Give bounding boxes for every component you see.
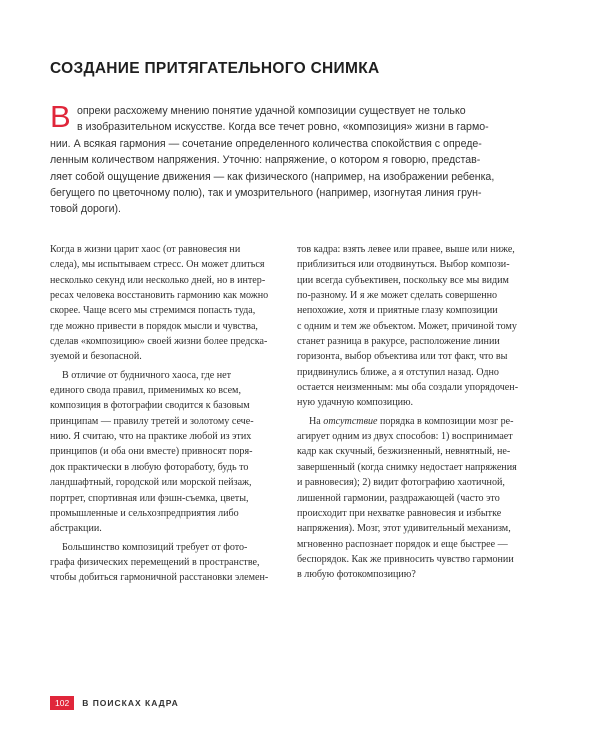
body-line: В отличие от будничного хаоса, где нет bbox=[62, 369, 232, 381]
body-line: Большинство композиций требует от фото- bbox=[62, 541, 248, 553]
body-line: остается неизменным: мы оба создали упорядочен- bbox=[297, 382, 519, 394]
body-line: док практически в любую фотоработу, будь то bbox=[50, 461, 249, 473]
body-line: беспорядок. Как же привносить чувство гармонии bbox=[297, 553, 514, 565]
body-line: нию. Я считаю, что на практике любой из этих bbox=[50, 431, 252, 443]
drop-cap: В bbox=[50, 99, 71, 134]
lead-line: нии. А всякая гармония — сочетание определенного количества спокойствия с опреде- bbox=[50, 137, 482, 150]
page-number: 102 bbox=[50, 696, 74, 710]
body-line: и равновесия); 2) видит фотографию хаотичной, bbox=[297, 477, 505, 489]
body-line: придвинулись ближе, а я отступил назад. Одно bbox=[297, 366, 499, 378]
body-line: приблизиться или отодвинуться. Выбор компози- bbox=[297, 259, 510, 271]
body-column-right bbox=[297, 242, 529, 583]
body-line: станет разница в ракурсе, расположение линии bbox=[297, 336, 500, 348]
body-line: скорее. Чаще всего мы стремимся попасть туда, bbox=[50, 305, 256, 317]
body-line: происходит при нехватке равновесия и избытке bbox=[297, 507, 502, 519]
body-line: портрет, спортивная или фэшн-съемка, цветы, bbox=[50, 492, 249, 504]
body-line: композиция в фотографии сводится к базовым bbox=[50, 400, 250, 412]
body-line: где можно привести в порядок мысли и чувства, bbox=[50, 320, 258, 332]
body-line: непохожие, хотя и приятные глазу композиции bbox=[297, 305, 498, 317]
body-line: На отсутствие порядка в композиции мозг ре- bbox=[309, 415, 514, 427]
lead-paragraph bbox=[50, 99, 560, 218]
body-line: промышленные и сельхозпредприятия либо bbox=[50, 507, 239, 519]
page-footer bbox=[50, 696, 179, 710]
body-line: по-разному. И я же может сделать совершенно bbox=[297, 290, 498, 302]
body-line: графа физических перемещений в пространстве, bbox=[50, 556, 260, 568]
body-line: несколько секунд или несколько дней, но в интер- bbox=[50, 274, 266, 286]
body-column-left bbox=[50, 242, 282, 586]
body-line: тов кадра: взять левее или правее, выше или ниже, bbox=[297, 244, 515, 255]
body-line: абстракции. bbox=[50, 523, 102, 535]
body-line: ную удачную композицию. bbox=[297, 397, 414, 409]
body-line: зуемой и безопасной. bbox=[50, 351, 142, 363]
body-line: агирует одним из двух способов: 1) воспринимает bbox=[297, 431, 513, 443]
body-line: мгновенно распознает порядок и еще быстрее — bbox=[297, 538, 508, 550]
body-line: ландшафтный, городской или морской пейзаж, bbox=[50, 477, 252, 489]
body-line: ции всегда субъективен, поскольку все мы видим bbox=[297, 274, 509, 286]
body-line: сделав «композицию» своей жизни более предска- bbox=[50, 336, 268, 348]
body-line: напряжения). Мозг, этот удивительный механизм, bbox=[297, 523, 511, 535]
lead-line: опреки расхожему мнению понятие удачной композиции существует не только bbox=[77, 105, 466, 117]
body-line: завершенный (когда снимку недостает напряжения bbox=[297, 461, 517, 473]
body-line: единого свода правил, применимых ко всем, bbox=[50, 385, 241, 397]
body-line: принципам — правилу третей и золотому сече- bbox=[50, 415, 254, 427]
body-line: Когда в жизни царит хаос (от равновесия ни bbox=[50, 244, 241, 255]
lead-line: ленным количеством напряжения. Уточню: напряжение, о котором я говорю, представ- bbox=[50, 154, 481, 167]
body-line: ресах человека восстановить гармонию как можно bbox=[50, 290, 269, 302]
lead-line: товой дороги). bbox=[50, 203, 121, 216]
running-title: В ПОИСКАХ КАДРА bbox=[82, 698, 179, 708]
lead-line: бегущего по цветочному полю), так и умозрительного (например, изогнутая линия грун- bbox=[50, 186, 482, 199]
body-line: принципов (и оба они вместе) привносят поря- bbox=[50, 446, 253, 458]
lead-line: ляет собой ощущение движения — как физического (например, на изображении ребенка, bbox=[50, 170, 495, 183]
emphasis: отсутствие bbox=[323, 415, 378, 427]
body-line: в любую фотокомпозицию? bbox=[297, 569, 416, 581]
body-line: кадр как скучный, безжизненный, невнятный, не- bbox=[297, 446, 511, 458]
body-line: чтобы добиться гармоничной расстановки элемен- bbox=[50, 572, 269, 584]
body-line: с одним и тем же объектом. Может, причиной тому bbox=[297, 320, 517, 332]
lead-line: в изобразительном искусстве. Когда все течет ровно, «композиция» жизни в гармо- bbox=[77, 121, 489, 134]
body-line: следа), мы испытываем стресс. Он может длиться bbox=[50, 259, 265, 271]
body-line: лишенной гармонии, раздражающей (часто это bbox=[297, 492, 500, 504]
body-line: горизонта, выбор объектива или тот факт, что вы bbox=[297, 351, 508, 363]
page-heading: СОЗДАНИЕ ПРИТЯГАТЕЛЬНОГО СНИМКА bbox=[50, 60, 380, 77]
